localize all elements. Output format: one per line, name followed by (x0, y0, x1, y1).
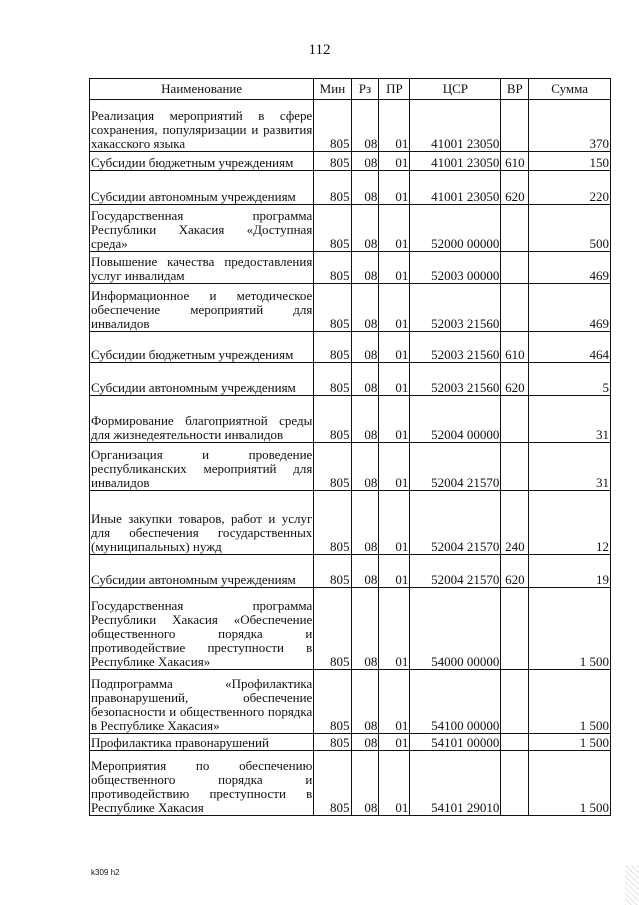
row-sum-cell: 150 (529, 152, 611, 171)
row-rz-cell: 08 (351, 734, 379, 751)
row-min-cell: 805 (314, 588, 351, 670)
header-csr: ЦСР (410, 79, 501, 100)
row-name-cell: Субсидии бюджетным учреждениям (90, 332, 314, 363)
row-rz-cell: 08 (351, 332, 379, 363)
row-rz-cell: 08 (351, 363, 379, 396)
row-csr-cell: 54101 00000 (410, 734, 501, 751)
row-vr-cell: 240 (501, 491, 529, 555)
row-pr-cell: 01 (379, 100, 410, 152)
row-min-cell: 805 (314, 284, 351, 332)
row-name-cell: Субсидии автономным учреждениям (90, 555, 314, 588)
table-row (90, 670, 611, 734)
row-pr-cell: 01 (379, 751, 410, 816)
row-csr-cell: 52003 21560 (410, 284, 501, 332)
row-rz-cell: 08 (351, 152, 379, 171)
row-csr-cell: 52004 00000 (410, 396, 501, 443)
table-row (90, 100, 611, 152)
table-body (90, 100, 611, 816)
table-row (90, 252, 611, 284)
row-rz-cell: 08 (351, 100, 379, 152)
row-csr-cell: 52000 00000 (410, 205, 501, 252)
row-vr-cell: 610 (501, 152, 529, 171)
header-sum: Сумма (529, 79, 611, 100)
row-name-cell: Государственная программа Республики Хакасия «Доступная среда» (90, 205, 314, 252)
row-min-cell: 805 (314, 205, 351, 252)
row-pr-cell: 01 (379, 588, 410, 670)
row-csr-cell: 52004 21570 (410, 491, 501, 555)
header-rz: Рз (351, 79, 379, 100)
row-csr-cell: 52003 00000 (410, 252, 501, 284)
row-sum-cell: 31 (529, 443, 611, 491)
row-vr-cell (501, 205, 529, 252)
row-min-cell: 805 (314, 363, 351, 396)
row-min-cell: 805 (314, 734, 351, 751)
row-name-cell: Иные закупки товаров, работ и услуг для обеспечения государственных (муниципальных) нужд (90, 491, 314, 555)
row-sum-cell: 12 (529, 491, 611, 555)
row-pr-cell: 01 (379, 555, 410, 588)
row-name-cell: Субсидии автономным учреждениям (90, 363, 314, 396)
row-rz-cell: 08 (351, 751, 379, 816)
row-vr-cell (501, 284, 529, 332)
row-csr-cell: 52003 21560 (410, 363, 501, 396)
row-rz-cell: 08 (351, 284, 379, 332)
row-min-cell: 805 (314, 332, 351, 363)
header-pr: ПР (379, 79, 410, 100)
row-pr-cell: 01 (379, 670, 410, 734)
row-pr-cell: 01 (379, 332, 410, 363)
row-vr-cell (501, 100, 529, 152)
page-number: 112 (308, 42, 331, 58)
header-name: Наименование (90, 79, 314, 100)
row-vr-cell (501, 588, 529, 670)
row-name-cell: Организация и проведение республиканских мероприятий для инвалидов (90, 443, 314, 491)
row-csr-cell: 41001 23050 (410, 171, 501, 205)
row-min-cell: 805 (314, 396, 351, 443)
row-name-cell: Информационное и методическое обеспечение мероприятий для инвалидов (90, 284, 314, 332)
row-name-cell: Профилактика правонарушений (90, 734, 314, 751)
row-sum-cell: 19 (529, 555, 611, 588)
table-row (90, 555, 611, 588)
row-sum-cell: 370 (529, 100, 611, 152)
row-vr-cell: 620 (501, 555, 529, 588)
row-csr-cell: 41001 23050 (410, 152, 501, 171)
row-name-cell: Мероприятия по обеспечению общественного порядка и противодействию преступности в Республике Хакасия (90, 751, 314, 816)
row-csr-cell: 54100 00000 (410, 670, 501, 734)
row-pr-cell: 01 (379, 152, 410, 171)
row-name-cell: Подпрограмма «Профилактика правонарушений, обеспечение безопасности и общественного порядка в Республике Хакасия» (90, 670, 314, 734)
row-vr-cell (501, 751, 529, 816)
row-csr-cell: 52003 21560 (410, 332, 501, 363)
table-row (90, 171, 611, 205)
row-csr-cell: 41001 23050 (410, 100, 501, 152)
row-pr-cell: 01 (379, 284, 410, 332)
table-header-row (90, 79, 611, 100)
table-row (90, 396, 611, 443)
table-row (90, 205, 611, 252)
row-csr-cell: 52004 21570 (410, 443, 501, 491)
row-rz-cell: 08 (351, 252, 379, 284)
row-name-cell: Государственная программа Республики Хакасия «Обеспечение общественного порядка и противодействие преступности в Республике Хакасия» (90, 588, 314, 670)
table-row (90, 363, 611, 396)
row-min-cell: 805 (314, 443, 351, 491)
header-min: Мин (314, 79, 351, 100)
table-row (90, 152, 611, 171)
table-row (90, 491, 611, 555)
row-csr-cell: 54000 00000 (410, 588, 501, 670)
budget-table (89, 78, 611, 816)
row-sum-cell: 1 500 (529, 734, 611, 751)
row-sum-cell: 469 (529, 284, 611, 332)
row-rz-cell: 08 (351, 205, 379, 252)
row-csr-cell: 54101 29010 (410, 751, 501, 816)
row-vr-cell (501, 443, 529, 491)
row-name-cell: Субсидии бюджетным учреждениям (90, 152, 314, 171)
footer-code: k309 h2 (91, 868, 120, 877)
scan-artifact (625, 865, 639, 905)
row-min-cell: 805 (314, 491, 351, 555)
row-rz-cell: 08 (351, 588, 379, 670)
row-min-cell: 805 (314, 252, 351, 284)
row-min-cell: 805 (314, 171, 351, 205)
row-sum-cell: 1 500 (529, 588, 611, 670)
row-vr-cell: 620 (501, 363, 529, 396)
row-pr-cell: 01 (379, 363, 410, 396)
row-sum-cell: 500 (529, 205, 611, 252)
row-sum-cell: 1 500 (529, 751, 611, 816)
row-name-cell: Субсидии автономным учреждениям (90, 171, 314, 205)
row-min-cell: 805 (314, 555, 351, 588)
row-pr-cell: 01 (379, 171, 410, 205)
row-vr-cell (501, 734, 529, 751)
row-sum-cell: 1 500 (529, 670, 611, 734)
row-rz-cell: 08 (351, 443, 379, 491)
table-row (90, 588, 611, 670)
row-sum-cell: 469 (529, 252, 611, 284)
header-vr: ВР (501, 79, 529, 100)
row-rz-cell: 08 (351, 396, 379, 443)
row-vr-cell (501, 670, 529, 734)
row-vr-cell: 620 (501, 171, 529, 205)
table-row (90, 284, 611, 332)
row-pr-cell: 01 (379, 443, 410, 491)
row-vr-cell (501, 396, 529, 443)
row-min-cell: 805 (314, 670, 351, 734)
row-name-cell: Повышение качества предоставления услуг инвалидам (90, 252, 314, 284)
row-csr-cell: 52004 21570 (410, 555, 501, 588)
row-pr-cell: 01 (379, 205, 410, 252)
row-rz-cell: 08 (351, 670, 379, 734)
row-pr-cell: 01 (379, 734, 410, 751)
row-pr-cell: 01 (379, 396, 410, 443)
row-sum-cell: 31 (529, 396, 611, 443)
row-pr-cell: 01 (379, 252, 410, 284)
row-sum-cell: 220 (529, 171, 611, 205)
row-sum-cell: 5 (529, 363, 611, 396)
row-pr-cell: 01 (379, 491, 410, 555)
table-row (90, 332, 611, 363)
row-vr-cell: 610 (501, 332, 529, 363)
table-row (90, 734, 611, 751)
row-min-cell: 805 (314, 100, 351, 152)
row-min-cell: 805 (314, 751, 351, 816)
row-rz-cell: 08 (351, 171, 379, 205)
row-sum-cell: 464 (529, 332, 611, 363)
row-vr-cell (501, 252, 529, 284)
table-row (90, 751, 611, 816)
table-row (90, 443, 611, 491)
row-rz-cell: 08 (351, 555, 379, 588)
row-name-cell: Реализация мероприятий в сфере сохранения, популяризации и развития хакасского языка (90, 100, 314, 152)
row-name-cell: Формирование благоприятной среды для жизнедеятельности инвалидов (90, 396, 314, 443)
row-min-cell: 805 (314, 152, 351, 171)
row-rz-cell: 08 (351, 491, 379, 555)
